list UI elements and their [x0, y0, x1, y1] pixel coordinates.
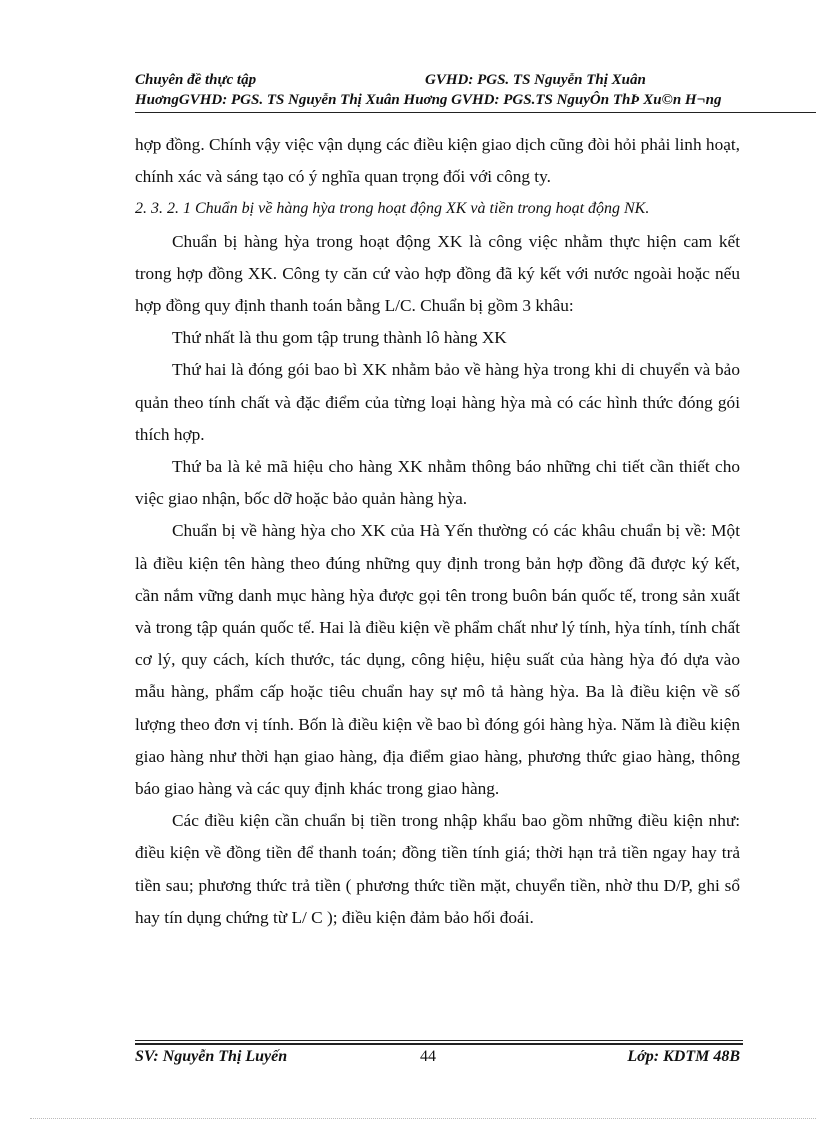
section-heading: 2. 3. 2. 1 Chuẩn bị về hàng hỳa trong hoạt động XK và tiền trong hoạt động NK.: [135, 200, 650, 218]
paragraph-2: Chuẩn bị hàng hỳa trong hoạt động XK là công việc nhằm thực hiện cam kết trong hợp đồng XK. Công ty căn cứ vào hợp đồng đã ký kết với nước ngoài hoặc nếu hợp đồng quy định thanh toán bằng L/C. Chuẩn bị gồm 3 khâu:: [135, 231, 740, 316]
page-number: 44: [420, 1048, 436, 1065]
footer-student-name: SV: Nguyễn Thị Luyến: [135, 1048, 288, 1065]
footer-class: Lớp: KDTM 48B: [627, 1048, 740, 1065]
footer-divider-thin: [135, 1040, 743, 1041]
header-divider: [135, 112, 816, 113]
header-subject: Chuyên đề thực tập: [135, 72, 257, 88]
paragraph-6: Chuẩn bị về hàng hỳa cho XK của Hà Yến thường có các khâu chuẩn bị về: Một là điều kiện tên hàng theo đúng những quy định trong bản hợp đồng đã được ký kết, cần nắm vững danh mục hàng hỳa được gọi tên trong buôn bán quốc tế, trong sản xuất và trong tập quán quốc tế. Hai là điều kiện về phẩm chất như lý tính, hỳa tính, tính chất cơ lý, quy cách, kích thước, tác dụng, công hiệu, hiệu suất của hàng hỳa đó dựa vào mẫu hàng, phẩm cấp hoặc tiêu chuẩn hay sự mô tả hàng hỳa. Ba là điều kiện về số lượng theo đơn vị tính. Bốn là điều kiện về bao bì đóng gói hàng hỳa. Năm là điều kiện giao hàng như thời hạn giao hàng, địa điểm giao hàng, phương thức giao hàng, thông báo giao hàng và các quy định khác trong giao hàng.: [135, 521, 740, 799]
header-line-2: HuơngGVHD: PGS. TS Nguyễn Thị Xuân Huơng GVHD: PGS.TS NguyÔn ThÞ Xu©n H¬ng: [135, 92, 722, 108]
paragraph-5: Thứ ba là kẻ mã hiệu cho hàng XK nhằm thông báo những chi tiết cần thiết cho việc giao nhận, bốc dỡ hoặc bảo quản hàng hỳa.: [135, 457, 740, 509]
paragraph-1: hợp đồng. Chính vậy việc vận dụng các điều kiện giao dịch cũng đòi hỏi phải linh hoạt, chính xác và sáng tạo có ý nghĩa quan trọng đối với công ty.: [135, 135, 740, 187]
header-advisor: GVHD: PGS. TS Nguyễn Thị Xuân: [425, 72, 646, 88]
page-edge-line: [30, 1118, 816, 1119]
paragraph-3: Thứ nhất là thu gom tập trung thành lô hàng XK: [172, 328, 507, 348]
footer-divider-thick: [135, 1043, 743, 1045]
page-header: [135, 70, 816, 110]
paragraph-4: Thứ hai là đóng gói bao bì XK nhằm bảo về hàng hỳa trong khi di chuyển và bảo quản theo tính chất và đặc điểm của từng loại hàng hỳa mà có các hình thức đóng gói thích hợp.: [135, 360, 740, 444]
header-line-1: [135, 70, 816, 90]
document-body: [135, 129, 740, 934]
paragraph-7: Các điều kiện cần chuẩn bị tiền trong nhập khẩu bao gồm những điều kiện như: điều kiện về đồng tiền để thanh toán; đồng tiền tính giá; thời hạn trả tiền ngay hay trả tiền sau; phương thức trả tiền ( phương thức tiền mặt, chuyển tiền, nhờ thu D/P, ghi sổ hay tín dụng chứng từ L/ C ); điều kiện đảm bảo hối đoái.: [135, 811, 740, 927]
